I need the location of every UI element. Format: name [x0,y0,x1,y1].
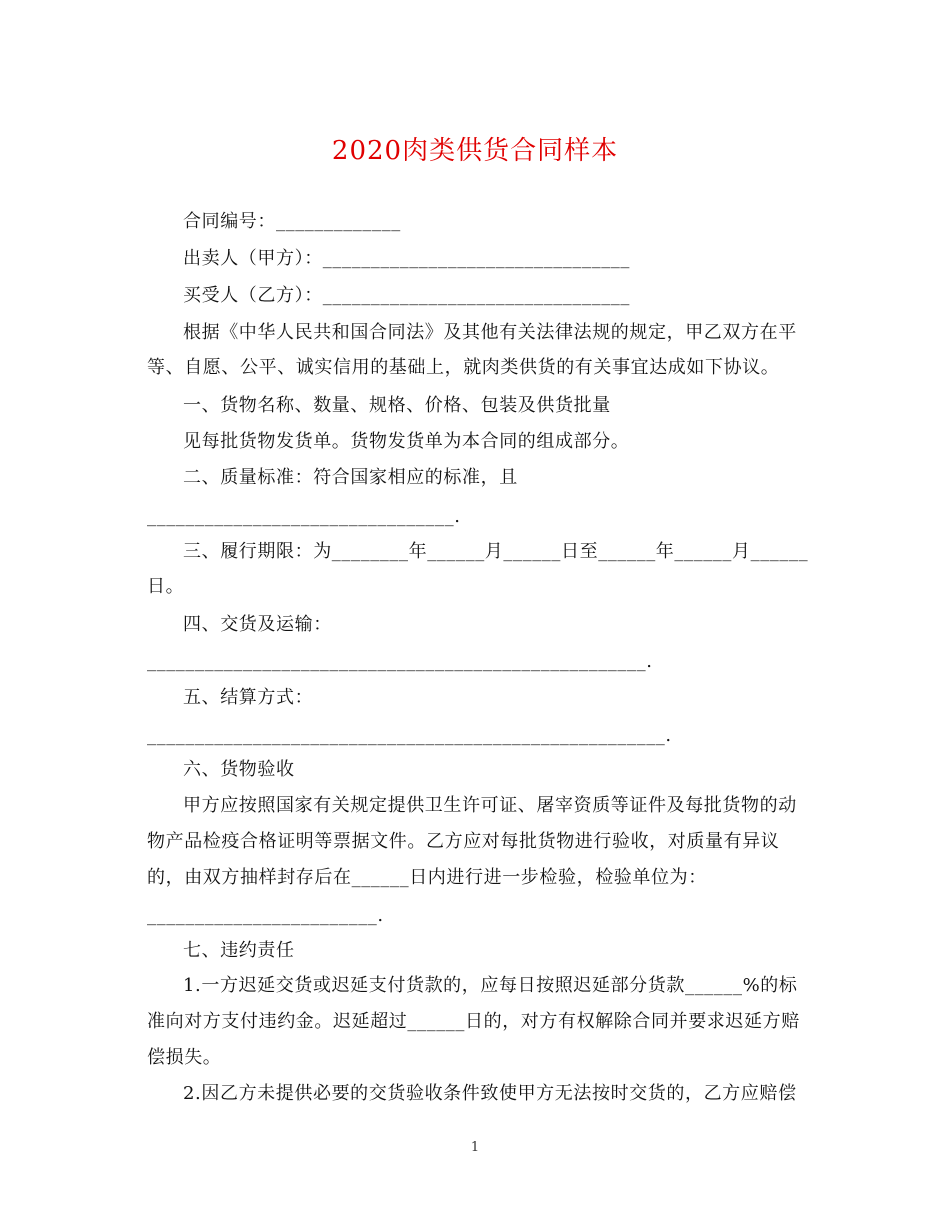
section-7-clause-2-line-1: 2.因乙方未提供必要的交货验收条件致使甲方无法按时交货的，乙方应赔偿 [183,1083,797,1104]
section-7-clause-1-line-2: 准向对方支付违约金。迟延超过______日的，对方有权解除合同并要求迟延方赔 [147,1011,800,1032]
section-4-blank: ____________________________________________________. [147,651,653,672]
section-5-heading: 五、结算方式： [183,687,314,708]
section-6-blank: ________________________. [147,905,384,926]
section-1-heading: 一、货物名称、数量、规格、价格、包装及供货批量 [183,395,611,416]
section-3-line-1: 三、履行期限：为________年______月______日至______年______月______ [183,541,809,562]
section-2-blank: ________________________________. [147,506,461,527]
section-6-line-2: 物产品检疫合格证明等票据文件。乙方应对每批货物进行验收，对质量有异议 [147,831,780,852]
section-1-body: 见每批货物发货单。货物发货单为本合同的组成部分。 [183,431,630,452]
section-4-heading: 四、交货及运输： [183,614,332,635]
preamble-line-2: 等、自愿、公平、诚实信用的基础上，就肉类供货的有关事宜达成如下协议。 [147,357,780,378]
section-2-heading: 二、质量标准：符合国家相应的标准，且 [183,467,518,488]
page-number: 1 [470,1140,480,1155]
preamble-line-1: 根据《中华人民共和国合同法》及其他有关法律法规的规定，甲乙双方在平 [183,322,797,343]
document-title: 2020肉类供货合同样本 [331,136,619,166]
section-3-line-2: 日。 [147,576,185,597]
section-6-line-3: 的，由双方抽样封存后在______日内进行进一步检验，检验单位为： [147,867,707,888]
section-6-line-1: 甲方应按照国家有关规定提供卫生许可证、屠宰资质等证件及每批货物的动 [183,795,797,816]
section-7-heading: 七、违约责任 [183,940,295,961]
section-6-heading: 六、货物验收 [183,759,295,780]
seller-line: 出卖人（甲方）：________________________________ [183,248,630,269]
contract-number-line: 合同编号：_____________ [183,211,401,232]
section-7-clause-1-line-1: 1.一方迟延交货或迟延支付货款的，应每日按照迟延部分货款______%的标 [183,975,798,996]
buyer-line: 买受人（乙方）：________________________________ [183,285,630,306]
section-5-blank: ______________________________________________________. [147,725,672,746]
section-7-clause-1-line-3: 偿损失。 [147,1047,222,1068]
